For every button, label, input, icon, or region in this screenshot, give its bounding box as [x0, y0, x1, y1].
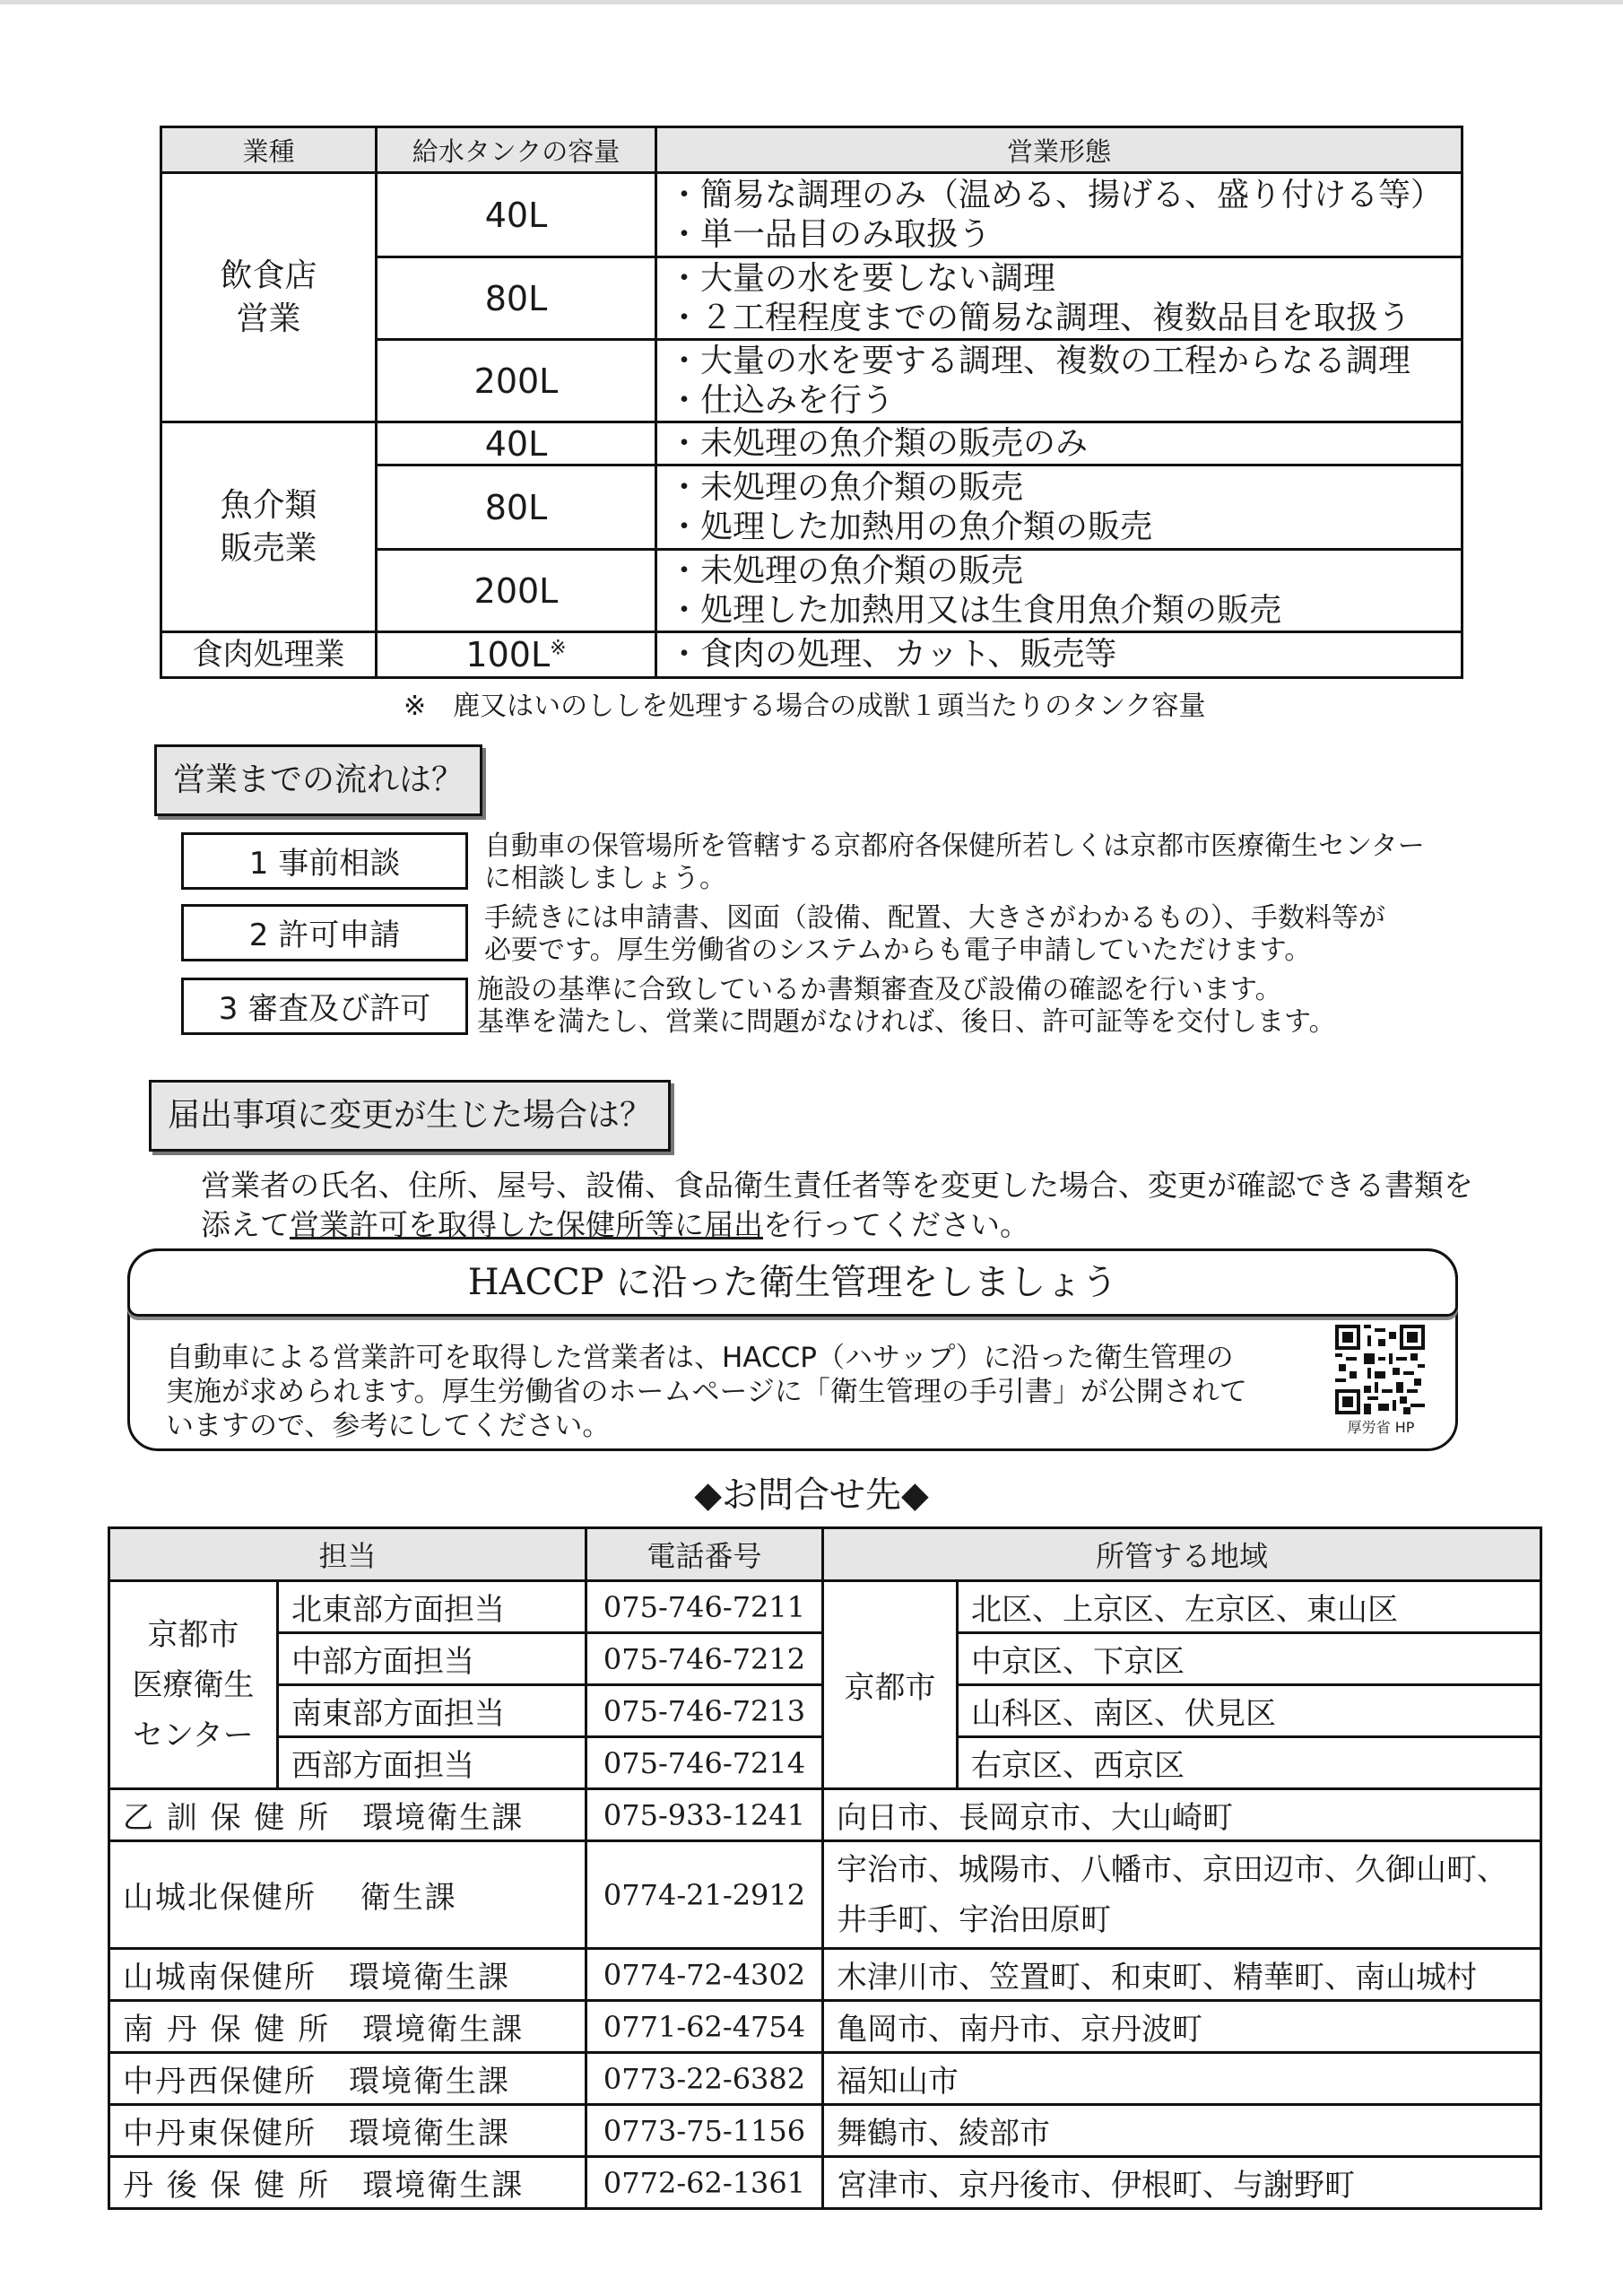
dept-cell: 北東部方面担当 — [278, 1581, 586, 1633]
dept-cell: 西部方面担当 — [278, 1737, 586, 1789]
phone-cell: 0774-21-2912 — [586, 1841, 823, 1949]
business-type-table — [160, 126, 1463, 679]
area-cell: 亀岡市、南丹市、京丹波町 — [823, 2001, 1541, 2053]
mode-cell — [656, 340, 1462, 422]
table-row — [109, 1841, 1541, 1949]
capacity-cell: 80L — [377, 257, 656, 340]
change-line: 添えて — [201, 1207, 290, 1242]
header-business-mode: 営業形態 — [656, 127, 1462, 173]
industry-label: 飲食店 — [220, 257, 317, 294]
area-cell: 山科区、南区、伏見区 — [958, 1685, 1541, 1737]
phone-cell: 075-746-7214 — [586, 1737, 823, 1789]
mode-line: ・大量の水を要する調理、複数の工程からなる調理 — [668, 342, 1411, 379]
capacity-footnote: ※ 鹿又はいのししを処理する場合の成獣１頭当たりのタンク容量 — [404, 691, 1206, 722]
capacity-cell — [377, 632, 656, 678]
office-cell: 中丹東保健所 環境衛生課 — [109, 2105, 586, 2157]
capacity-cell: 200L — [377, 340, 656, 422]
phone-cell: 075-746-7211 — [586, 1581, 823, 1633]
header-tank-capacity: 給水タンクの容量 — [377, 127, 656, 173]
mode-line: ・未処理の魚介類の販売のみ — [668, 424, 1089, 462]
mode-cell — [656, 173, 1462, 257]
area-line: 宇治市、城陽市、八幡市、京田辺市、久御山町、 — [837, 1851, 1508, 1888]
area-cell: 舞鶴市、綾部市 — [823, 2105, 1541, 2157]
area-line: 井手町、宇治田原町 — [837, 1901, 1112, 1938]
area-cell: 向日市、長岡京市、大山崎町 — [823, 1789, 1541, 1841]
header-area: 所管する地域 — [823, 1528, 1541, 1581]
mode-line: ・仕込みを行う — [668, 381, 895, 419]
capacity-cell: 40L — [377, 422, 656, 465]
office-cell: 山城南保健所 環境衛生課 — [109, 1949, 586, 2001]
step-line: に相談しましょう。 — [484, 863, 726, 894]
mode-cell — [656, 550, 1462, 632]
table-header-row — [161, 127, 1462, 173]
dept-cell: 南東部方面担当 — [278, 1685, 586, 1737]
office-cell: 中丹西保健所 環境衛生課 — [109, 2053, 586, 2105]
office-cell: 丹 後 保 健 所 環境衛生課 — [109, 2157, 586, 2209]
mode-line: ・処理した加熱用又は生食用魚介類の販売 — [668, 591, 1282, 629]
mode-line: ・大量の水を要しない調理 — [668, 259, 1056, 297]
step-3-description — [477, 974, 1517, 1039]
haccp-line: 自動車による営業許可を取得した営業者は、HACCP（ハサップ）に沿った衛生管理の — [166, 1342, 1234, 1374]
change-line: を行ってください。 — [763, 1207, 1029, 1242]
change-section-title: 届出事項に変更が生じた場合は？ — [149, 1080, 671, 1152]
capacity-cell: 80L — [377, 465, 656, 550]
area-cell: 右京区、西京区 — [958, 1737, 1541, 1789]
table-row — [161, 632, 1462, 678]
area-cell: 中京区、下京区 — [958, 1633, 1541, 1685]
table-row — [161, 173, 1462, 257]
step-3-box: 3 審査及び許可 — [181, 978, 468, 1035]
area-cell — [823, 1841, 1541, 1949]
haccp-description — [166, 1341, 1332, 1443]
mode-line: ・２工程程度までの簡易な調理、複数品目を取扱う — [668, 299, 1411, 336]
office-cell: 南 丹 保 健 所 環境衛生課 — [109, 2001, 586, 2053]
area-cell: 北区、上京区、左京区、東山区 — [958, 1581, 1541, 1633]
industry-seafood — [161, 422, 377, 632]
phone-cell: 0771-62-4754 — [586, 2001, 823, 2053]
phone-cell: 0773-22-6382 — [586, 2053, 823, 2105]
header-department: 担当 — [109, 1528, 586, 1581]
qr-code-icon[interactable] — [1335, 1325, 1425, 1414]
capacity-value: 100L — [465, 635, 551, 674]
table-row — [109, 2001, 1541, 2053]
table-row — [109, 1581, 1541, 1633]
mode-line: ・未処理の魚介類の販売 — [668, 468, 1024, 506]
mode-cell — [656, 465, 1462, 550]
office-cell: 乙 訓 保 健 所 環境衛生課 — [109, 1789, 586, 1841]
mode-line: ・未処理の魚介類の販売 — [668, 552, 1024, 589]
flow-section-title: 営業までの流れは？ — [154, 744, 482, 816]
step-2-description — [484, 902, 1524, 967]
mode-cell: ・食肉の処理、カット、販売等 — [656, 632, 1462, 678]
header-industry: 業種 — [161, 127, 377, 173]
table-row — [109, 1949, 1541, 2001]
office-cell: 山城北保健所 衛生課 — [109, 1841, 586, 1949]
city-cell: 京都市 — [823, 1581, 958, 1789]
table-row — [109, 1789, 1541, 1841]
table-row — [109, 2105, 1541, 2157]
industry-label: 魚介類 — [220, 486, 317, 524]
center-label-line: 医療衛生 — [132, 1666, 255, 1703]
area-cell: 福知山市 — [823, 2053, 1541, 2105]
step-1-box: 1 事前相談 — [181, 832, 468, 890]
industry-label: 営業 — [236, 300, 301, 337]
table-row — [109, 2157, 1541, 2209]
area-cell: 木津川市、笠置町、和束町、精華町、南山城村 — [823, 1949, 1541, 2001]
kyoto-center-label — [109, 1581, 278, 1789]
industry-label: 販売業 — [220, 529, 317, 567]
area-cell: 宮津市、京丹後市、伊根町、与謝野町 — [823, 2157, 1541, 2209]
haccp-box — [127, 1248, 1458, 1451]
step-line: 基準を満たし、営業に問題がなければ、後日、許可証等を交付します。 — [477, 1006, 1336, 1038]
dept-cell: 中部方面担当 — [278, 1633, 586, 1685]
phone-cell: 075-746-7213 — [586, 1685, 823, 1737]
phone-cell: 0772-62-1361 — [586, 2157, 823, 2209]
change-line: 営業者の氏名、住所、屋号、設備、食品衛生責任者等を変更した場合、変更が確認できる書類を — [201, 1168, 1473, 1203]
mode-line: ・単一品目のみ取扱う — [668, 215, 992, 253]
header-phone: 電話番号 — [586, 1528, 823, 1581]
step-1-description — [484, 831, 1524, 895]
phone-cell: 0774-72-4302 — [586, 1949, 823, 2001]
step-2-box: 2 許可申請 — [181, 904, 468, 961]
mode-cell — [656, 422, 1462, 465]
haccp-title: HACCP に沿った衛生管理をしましょう — [127, 1248, 1458, 1317]
center-label-line: 京都市 — [147, 1616, 239, 1653]
qr-label: 厚労省 HP — [1347, 1419, 1415, 1436]
step-line: 手続きには申請書、図面（設備、配置、大きさがわかるもの）、手数料等が — [484, 902, 1385, 934]
step-line: 自動車の保管場所を管轄する京都府各保健所若しくは京都市医療衛生センター — [484, 831, 1425, 862]
industry-restaurant — [161, 173, 377, 422]
contact-table — [108, 1526, 1542, 2210]
capacity-footnote-mark: ※ — [550, 637, 567, 660]
haccp-line: 実施が求められます。厚生労働省のホームページに「衛生管理の手引書」が公開されて — [166, 1376, 1247, 1408]
top-divider — [0, 0, 1623, 4]
table-row — [109, 2053, 1541, 2105]
contact-heading: ◆お問合せ先◆ — [694, 1474, 929, 1516]
center-label-line: センター — [133, 1717, 254, 1753]
mode-line: ・簡易な調理のみ（温める、揚げる、盛り付ける等） — [668, 176, 1444, 213]
haccp-line: いますので、参考にしてください。 — [166, 1410, 611, 1442]
capacity-cell: 40L — [377, 173, 656, 257]
mode-line: ・処理した加熱用の魚介類の販売 — [668, 508, 1153, 545]
table-header-row — [109, 1528, 1541, 1581]
phone-cell: 075-933-1241 — [586, 1789, 823, 1841]
change-underlined-text: 営業許可を取得した保健所等に届出 — [290, 1207, 763, 1242]
change-description — [201, 1166, 1528, 1245]
industry-meat: 食肉処理業 — [161, 632, 377, 678]
phone-cell: 075-746-7212 — [586, 1633, 823, 1685]
table-row — [161, 422, 1462, 465]
mode-cell — [656, 257, 1462, 340]
phone-cell: 0773-75-1156 — [586, 2105, 823, 2157]
step-line: 施設の基準に合致しているか書類審査及び設備の確認を行います。 — [477, 974, 1282, 1005]
capacity-cell: 200L — [377, 550, 656, 632]
step-line: 必要です。厚生労働省のシステムからも電子申請していただけます。 — [484, 935, 1312, 966]
